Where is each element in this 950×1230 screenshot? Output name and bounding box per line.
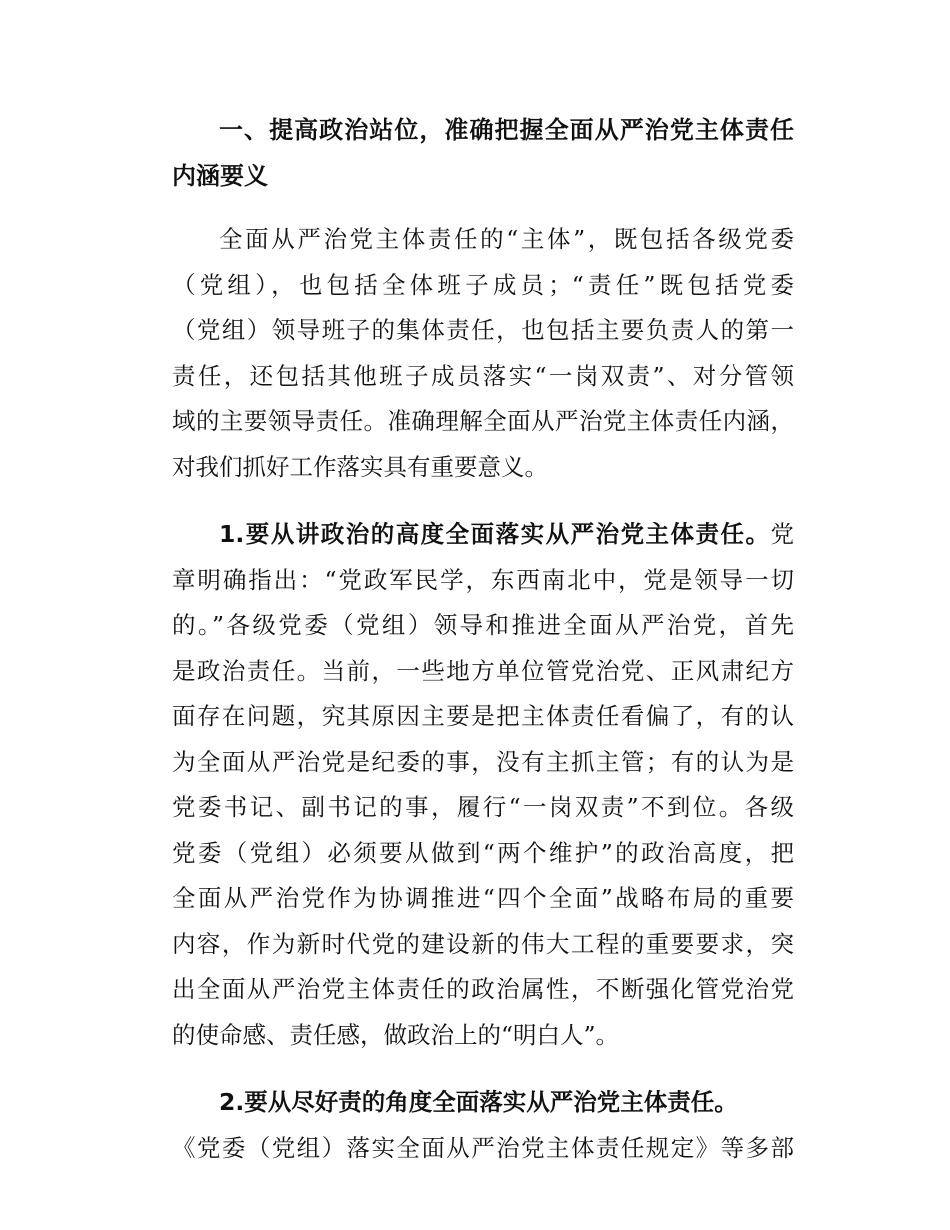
paragraph-line: 为全面从严治党是纪委的事，没有主抓主管；有的认为是: [172, 747, 794, 776]
paragraph-line: 出全面从严治党主体责任的政治属性，不断强化管党治党: [172, 975, 794, 1003]
paragraph-line: 面存在问题，究其原因主要是把主体责任看偏了，有的认: [172, 702, 794, 730]
point-2-title: 2.要从尽好责的角度全面落实从严治党主体责任。: [219, 1088, 738, 1116]
paragraph-line: 全面从严治党作为协调推进“四个全面”战略布局的重要: [172, 884, 794, 912]
point-1-first-line-tail: 党: [770, 520, 794, 548]
paragraph-line: 的。”各级党委（党组）领导和推进全面从严治党，首先: [172, 611, 794, 639]
paragraph-line: 责任，还包括其他班子成员落实“一岗双责”、对分管领: [172, 361, 794, 390]
paragraph-line: 章明确指出：“党政军民学，东西南北中，党是领导一切: [172, 565, 794, 594]
paragraph-line: 《党委（党组）落实全面从严治党主体责任规定》等多部: [172, 1133, 794, 1162]
point-1-paragraph: [172, 512, 794, 1058]
paragraph-line: 域的主要领导责任。准确理解全面从严治党主体责任内涵，: [172, 407, 794, 435]
paragraph-line: 是政治责任。当前，一些地方单位管党治党、正风肃纪方: [172, 656, 794, 685]
paragraph-line: 对我们抓好工作落实具有重要意义。: [172, 452, 548, 481]
point-1-first-line: [172, 512, 794, 558]
point-2-first-line: [172, 1080, 794, 1126]
paragraph-line: 的使命感、责任感，做政治上的“明白人”。: [172, 1020, 620, 1049]
section-heading-line-1: 一、提高政治站位，准确把握全面从严治党主体责任: [219, 116, 794, 144]
paragraph-line: 全面从严治党主体责任的“主体”，既包括各级党委: [219, 225, 794, 253]
point-1-title: 1.要从讲政治的高度全面落实从严治党主体责任。: [219, 520, 771, 548]
document-page: [172, 108, 794, 1171]
intro-paragraph: [172, 217, 794, 490]
paragraph-line: 党委书记、副书记的事，履行“一岗双责”不到位。各级: [172, 793, 794, 821]
paragraph-line: （党组）领导班子的集体责任，也包括主要负责人的第一: [172, 316, 794, 344]
paragraph-line: 党委（党组）必须要从做到“两个维护”的政治高度，把: [172, 838, 794, 867]
point-2-paragraph: [172, 1080, 794, 1171]
paragraph-line: （党组），也包括全体班子成员；“责任”既包括党委: [172, 270, 794, 299]
section-heading-line-2: 内涵要义: [172, 161, 268, 190]
paragraph-line: 内容，作为新时代党的建设新的伟大工程的重要要求，突: [172, 929, 794, 958]
